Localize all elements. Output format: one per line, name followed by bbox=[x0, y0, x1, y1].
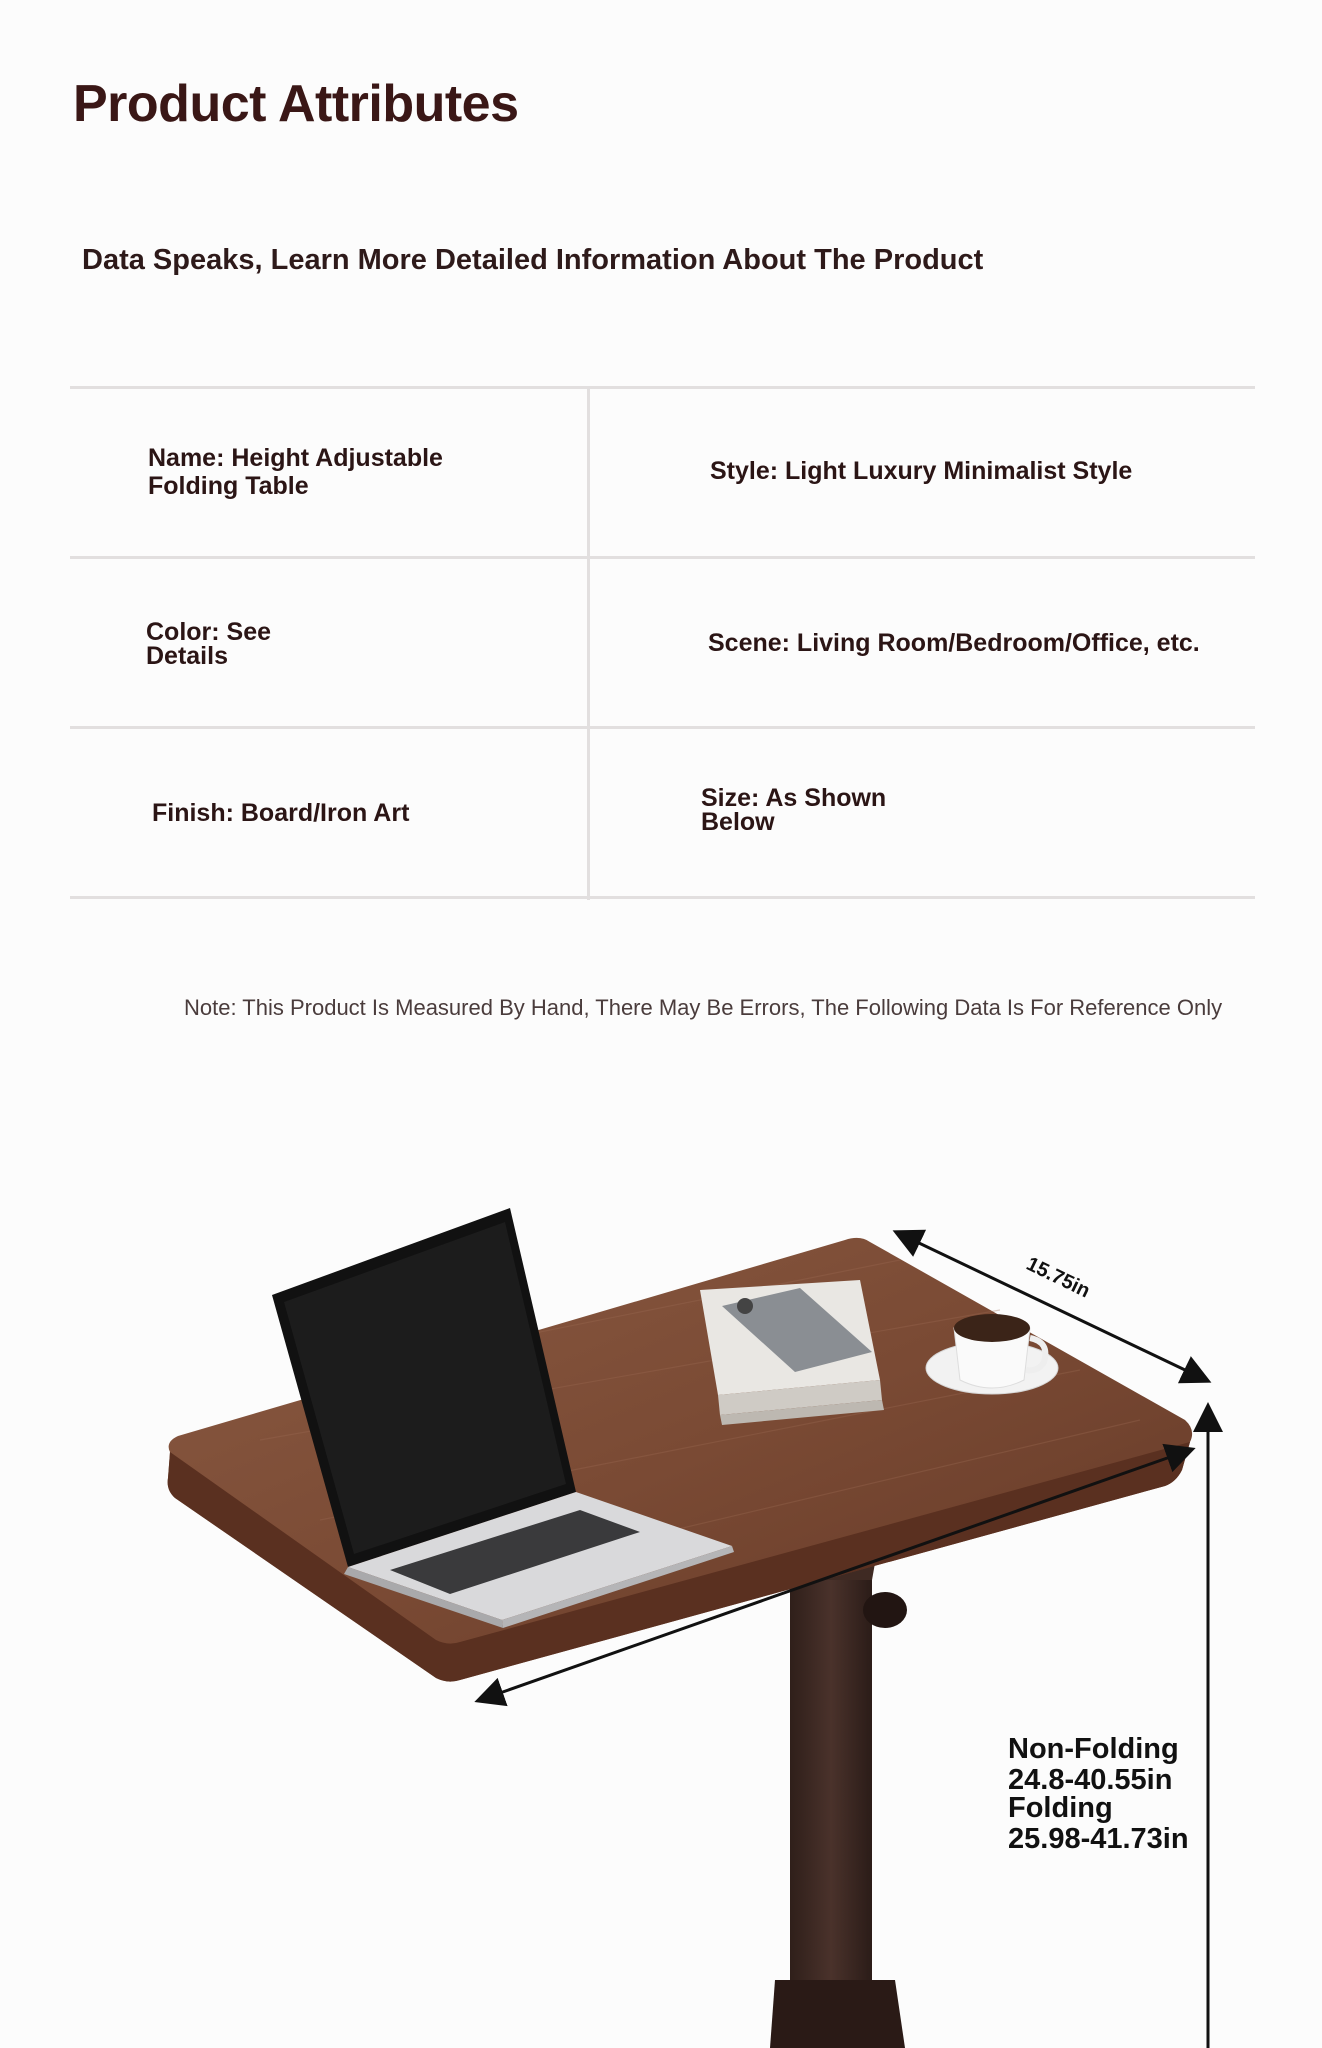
table-divider bbox=[70, 896, 1255, 899]
table-divider bbox=[70, 386, 1255, 389]
attribute-size: Size: As Shown Below bbox=[701, 784, 887, 836]
page-subtitle: Data Speaks, Learn More Detailed Information About The Product bbox=[82, 244, 984, 276]
measurement-note: Note: This Product Is Measured By Hand, There May Be Errors, The Following Data Is For Reference Only bbox=[184, 995, 1223, 1020]
table-column-divider bbox=[587, 386, 590, 900]
attributes-table bbox=[70, 386, 1255, 900]
attribute-finish: Finish: Board/Iron Art bbox=[152, 799, 410, 827]
table-base bbox=[770, 1535, 907, 2048]
attribute-style: Style: Light Luxury Minimalist Style bbox=[710, 457, 1133, 485]
attribute-scene: Scene: Living Room/Bedroom/Office, etc. bbox=[708, 629, 1200, 657]
attribute-color: Color: See Details bbox=[146, 618, 272, 670]
height-label-line4: 25.98-41.73in bbox=[1008, 1823, 1189, 1855]
page-title: Product Attributes bbox=[73, 75, 519, 133]
attribute-name: Name: Height Adjustable Folding Table bbox=[148, 444, 443, 500]
table-divider bbox=[70, 726, 1255, 729]
height-label-line1: Non-Folding bbox=[1008, 1733, 1179, 1765]
product-photo bbox=[0, 1080, 1322, 2048]
depth-label: 15.75in bbox=[1022, 1252, 1094, 1303]
table-divider bbox=[70, 556, 1255, 559]
height-label-line2: 24.8-40.55in bbox=[1008, 1764, 1173, 1796]
height-label-line3: Folding bbox=[1008, 1792, 1113, 1824]
